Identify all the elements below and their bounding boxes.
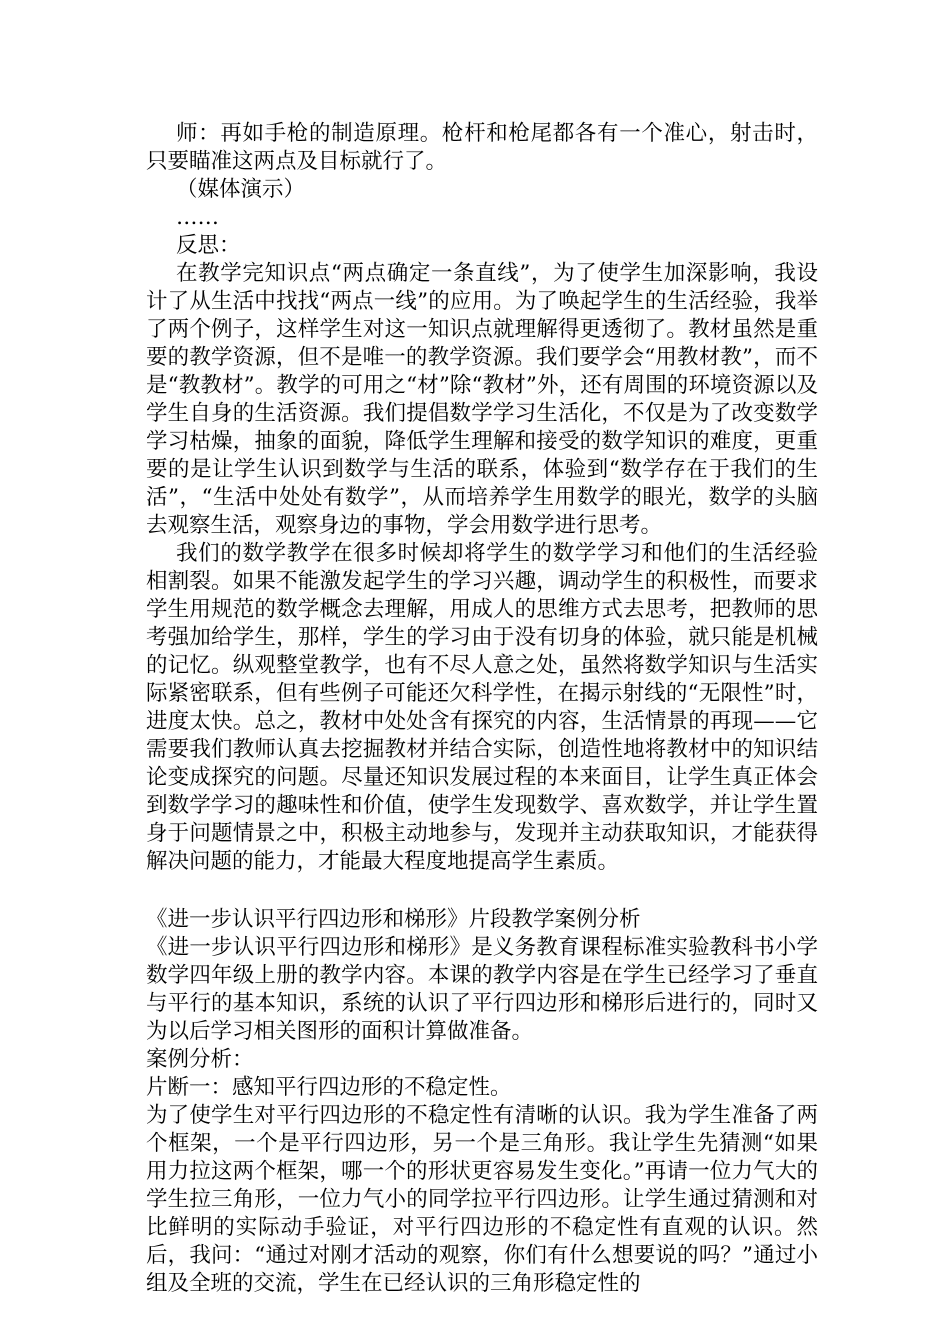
case-analysis-heading: 案例分析： [146,1047,254,1072]
paragraph-ellipsis: …… [176,205,219,230]
paragraph-teacher-gun: 师：再如手枪的制造原理。枪杆和枪尾都各有一个准心，射击时，只要瞄准这两点及目标就行了。 [146,121,818,174]
document-page [146,120,818,1298]
paragraph-media-demo: （媒体演示） [176,177,306,202]
case-intro: 《进一步认识平行四边形和梯形》是义务教育课程标准实验教科书小学数学四年级上册的教学内容。本课的教学内容是在学生已经学习了垂直与平行的基本知识，系统的认识了平行四边形和梯形后进行的，同时又为以后学习相关图形的面积计算做准备。 [146,935,818,1044]
paragraph-reflection-2: 我们的数学教学在很多时候却将学生的数学学习和他们的生活经验相割裂。如果不能激发起学生的学习兴趣，调动学生的积极性，而要求学生用规范的数学概念去理解，用成人的思维方式去思考，把教师的思考强加给学生，那样，学生的学习由于没有切身的体验，就只能是机械的记忆。纵观整堂教学，也有不尽人意之处，虽然将数学知识与生活实际紧密联系，但有些例子可能还欠科学性，在揭示射线的“无限性”时，进度太快。总之，教材中处处含有探究的内容，生活情景的再现——它需要我们教师认真去挖掘教材并结合实际，创造性地将教材中的知识结论变成探究的问题。尽量还知识发展过程的本来面目，让学生真正体会到数学学习的趣味性和价值，使学生发现数学、喜欢数学，并让学生置身于问题情景之中，积极主动地参与，发现并主动获取知识，才能获得解决问题的能力，才能最大程度地提高学生素质。 [146,541,818,874]
paragraph-reflection-1: 在教学完知识点“两点确定一条直线”，为了使学生加深影响，我设计了从生活中找找“两点一线”的应用。为了唤起学生的生活经验，我举了两个例子，这样学生对这一知识点就理解得更透彻了。教材虽然是重要的教学资源，但不是唯一的教学资源。我们要学会“用教材教”，而不是“教教材”。教学的可用之“材”除“教材”外，还有周围的环境资源以及学生自身的生活资源。我们提倡数学学习生活化，不仅是为了改变数学学习枯燥，抽象的面貌，降低学生理解和接受的数学知识的难度，更重要的是让学生认识到数学与生活的联系，体验到“数学存在于我们的生活”，“生活中处处有数学”，从而培养学生用数学的眼光，数学的头脑去观察生活，观察身边的事物，学会用数学进行思考。 [146,261,818,538]
section-gap [146,876,818,906]
paragraph-reflection-heading: 反思： [176,233,241,258]
fragment-one-heading: 片断一：感知平行四边形的不稳定性。 [146,1075,512,1100]
case-title: 《进一步认识平行四边形和梯形》片段教学案例分析 [146,907,641,932]
fragment-one-body: 为了使学生对平行四边形的不稳定性有清晰的认识。我为学生准备了两个框架，一个是平行四边形，另一个是三角形。我让学生先猜测“如果用力拉这两个框架，哪一个的形状更容易发生变化。”再请一位力气大的学生拉三角形，一位力气小的同学拉平行四边形。让学生通过猜测和对比鲜明的实际动手验证，对平行四边形的不稳定性有直观的认识。然后，我问：“通过对刚才活动的观察，你们有什么想要说的吗？”通过小组及全班的交流，学生在已经认识的三角形稳定性的 [146,1103,818,1296]
